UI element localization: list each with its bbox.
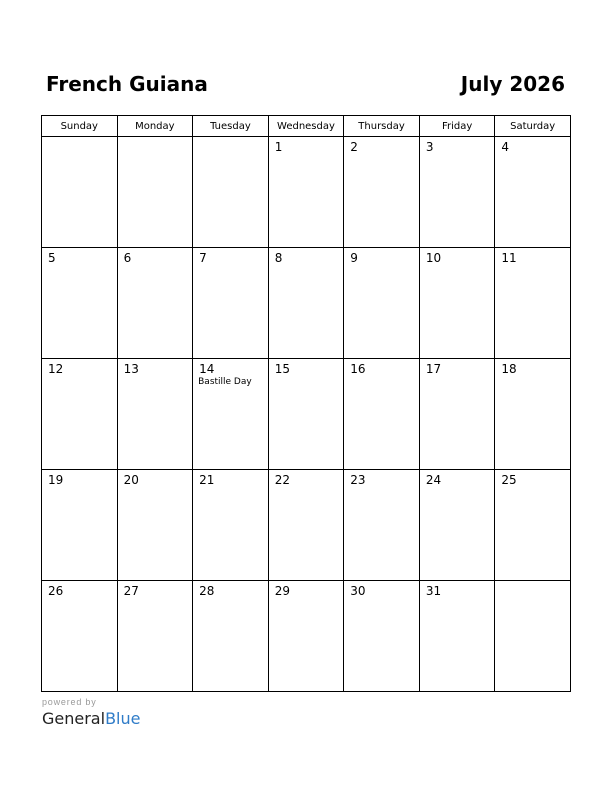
day-cell [495, 581, 571, 692]
day-cell [344, 248, 420, 359]
day-cell [117, 470, 193, 581]
day-cell [42, 248, 118, 359]
day-cell [193, 470, 269, 581]
day-number: 31 [425, 584, 442, 598]
day-cell [117, 248, 193, 359]
day-number: 15 [274, 362, 290, 376]
week-row [42, 137, 571, 248]
day-number: 20 [123, 473, 139, 487]
brand-blue-text: Blue [105, 709, 141, 728]
day-cell [193, 359, 269, 470]
powered-by-text: powered by [42, 697, 97, 707]
month-year-title: July 2026 [460, 72, 565, 96]
weekday-header-row [42, 116, 571, 137]
day-cell [419, 248, 495, 359]
day-cell [42, 581, 118, 692]
brand-logo [42, 709, 140, 728]
day-cell [193, 137, 269, 248]
day-number: 14 [199, 362, 215, 376]
day-number: 18 [501, 362, 517, 376]
day-number: 9 [350, 251, 358, 265]
day-number: 6 [123, 251, 132, 265]
day-number: 26 [48, 584, 64, 598]
day-cell [419, 470, 495, 581]
day-number: 27 [123, 584, 139, 598]
day-number: 12 [48, 362, 64, 376]
day-number: 28 [199, 584, 215, 598]
day-number: 25 [501, 473, 517, 487]
day-number: 22 [274, 473, 290, 487]
day-cell [344, 359, 420, 470]
weekday-wednesday: Wednesday [268, 116, 344, 137]
day-cell [42, 359, 118, 470]
weekday-sunday: Sunday [42, 116, 118, 137]
day-number: 1 [274, 140, 283, 154]
day-cell [419, 581, 495, 692]
day-number: 4 [501, 140, 510, 154]
holiday-label: Bastille Day [198, 377, 252, 387]
footer [42, 697, 140, 728]
day-number: 8 [274, 251, 283, 265]
day-cell [268, 137, 344, 248]
day-number: 19 [48, 473, 64, 487]
day-cell [344, 581, 420, 692]
day-cell [344, 470, 420, 581]
day-cell [117, 359, 193, 470]
day-cell [42, 137, 118, 248]
day-cell [495, 248, 571, 359]
day-cell [495, 137, 571, 248]
day-number: 10 [425, 251, 442, 265]
day-cell [268, 248, 344, 359]
week-row [42, 248, 571, 359]
day-cell [268, 470, 344, 581]
day-cell [495, 359, 571, 470]
calendar-header [0, 0, 612, 110]
day-number: 7 [199, 251, 207, 265]
day-number: 29 [274, 584, 290, 598]
day-number: 2 [350, 140, 358, 154]
calendar-grid [41, 115, 571, 692]
day-cell [495, 470, 571, 581]
day-number: 23 [350, 473, 366, 487]
day-cell [419, 359, 495, 470]
weekday-tuesday: Tuesday [193, 116, 269, 137]
day-cell [268, 581, 344, 692]
weekday-saturday: Saturday [495, 116, 571, 137]
day-cell [193, 248, 269, 359]
day-number: 5 [48, 251, 56, 265]
day-number: 21 [199, 473, 215, 487]
day-cell [344, 137, 420, 248]
week-row [42, 581, 571, 692]
day-cell [419, 137, 495, 248]
day-number: 16 [350, 362, 366, 376]
day-number: 11 [501, 251, 517, 265]
day-number: 13 [123, 362, 139, 376]
day-number: 24 [425, 473, 442, 487]
calendar-body [42, 137, 571, 692]
day-number: 30 [350, 584, 366, 598]
weekday-thursday: Thursday [344, 116, 420, 137]
day-cell [117, 137, 193, 248]
day-number: 17 [425, 362, 442, 376]
day-cell [117, 581, 193, 692]
day-cell [268, 359, 344, 470]
week-row [42, 359, 571, 470]
day-cell [42, 470, 118, 581]
country-title: French Guiana [46, 72, 208, 96]
weekday-monday: Monday [117, 116, 193, 137]
day-cell [193, 581, 269, 692]
weekday-friday: Friday [419, 116, 495, 137]
day-number: 3 [425, 140, 434, 154]
brand-general-text: General [42, 709, 106, 728]
week-row [42, 470, 571, 581]
